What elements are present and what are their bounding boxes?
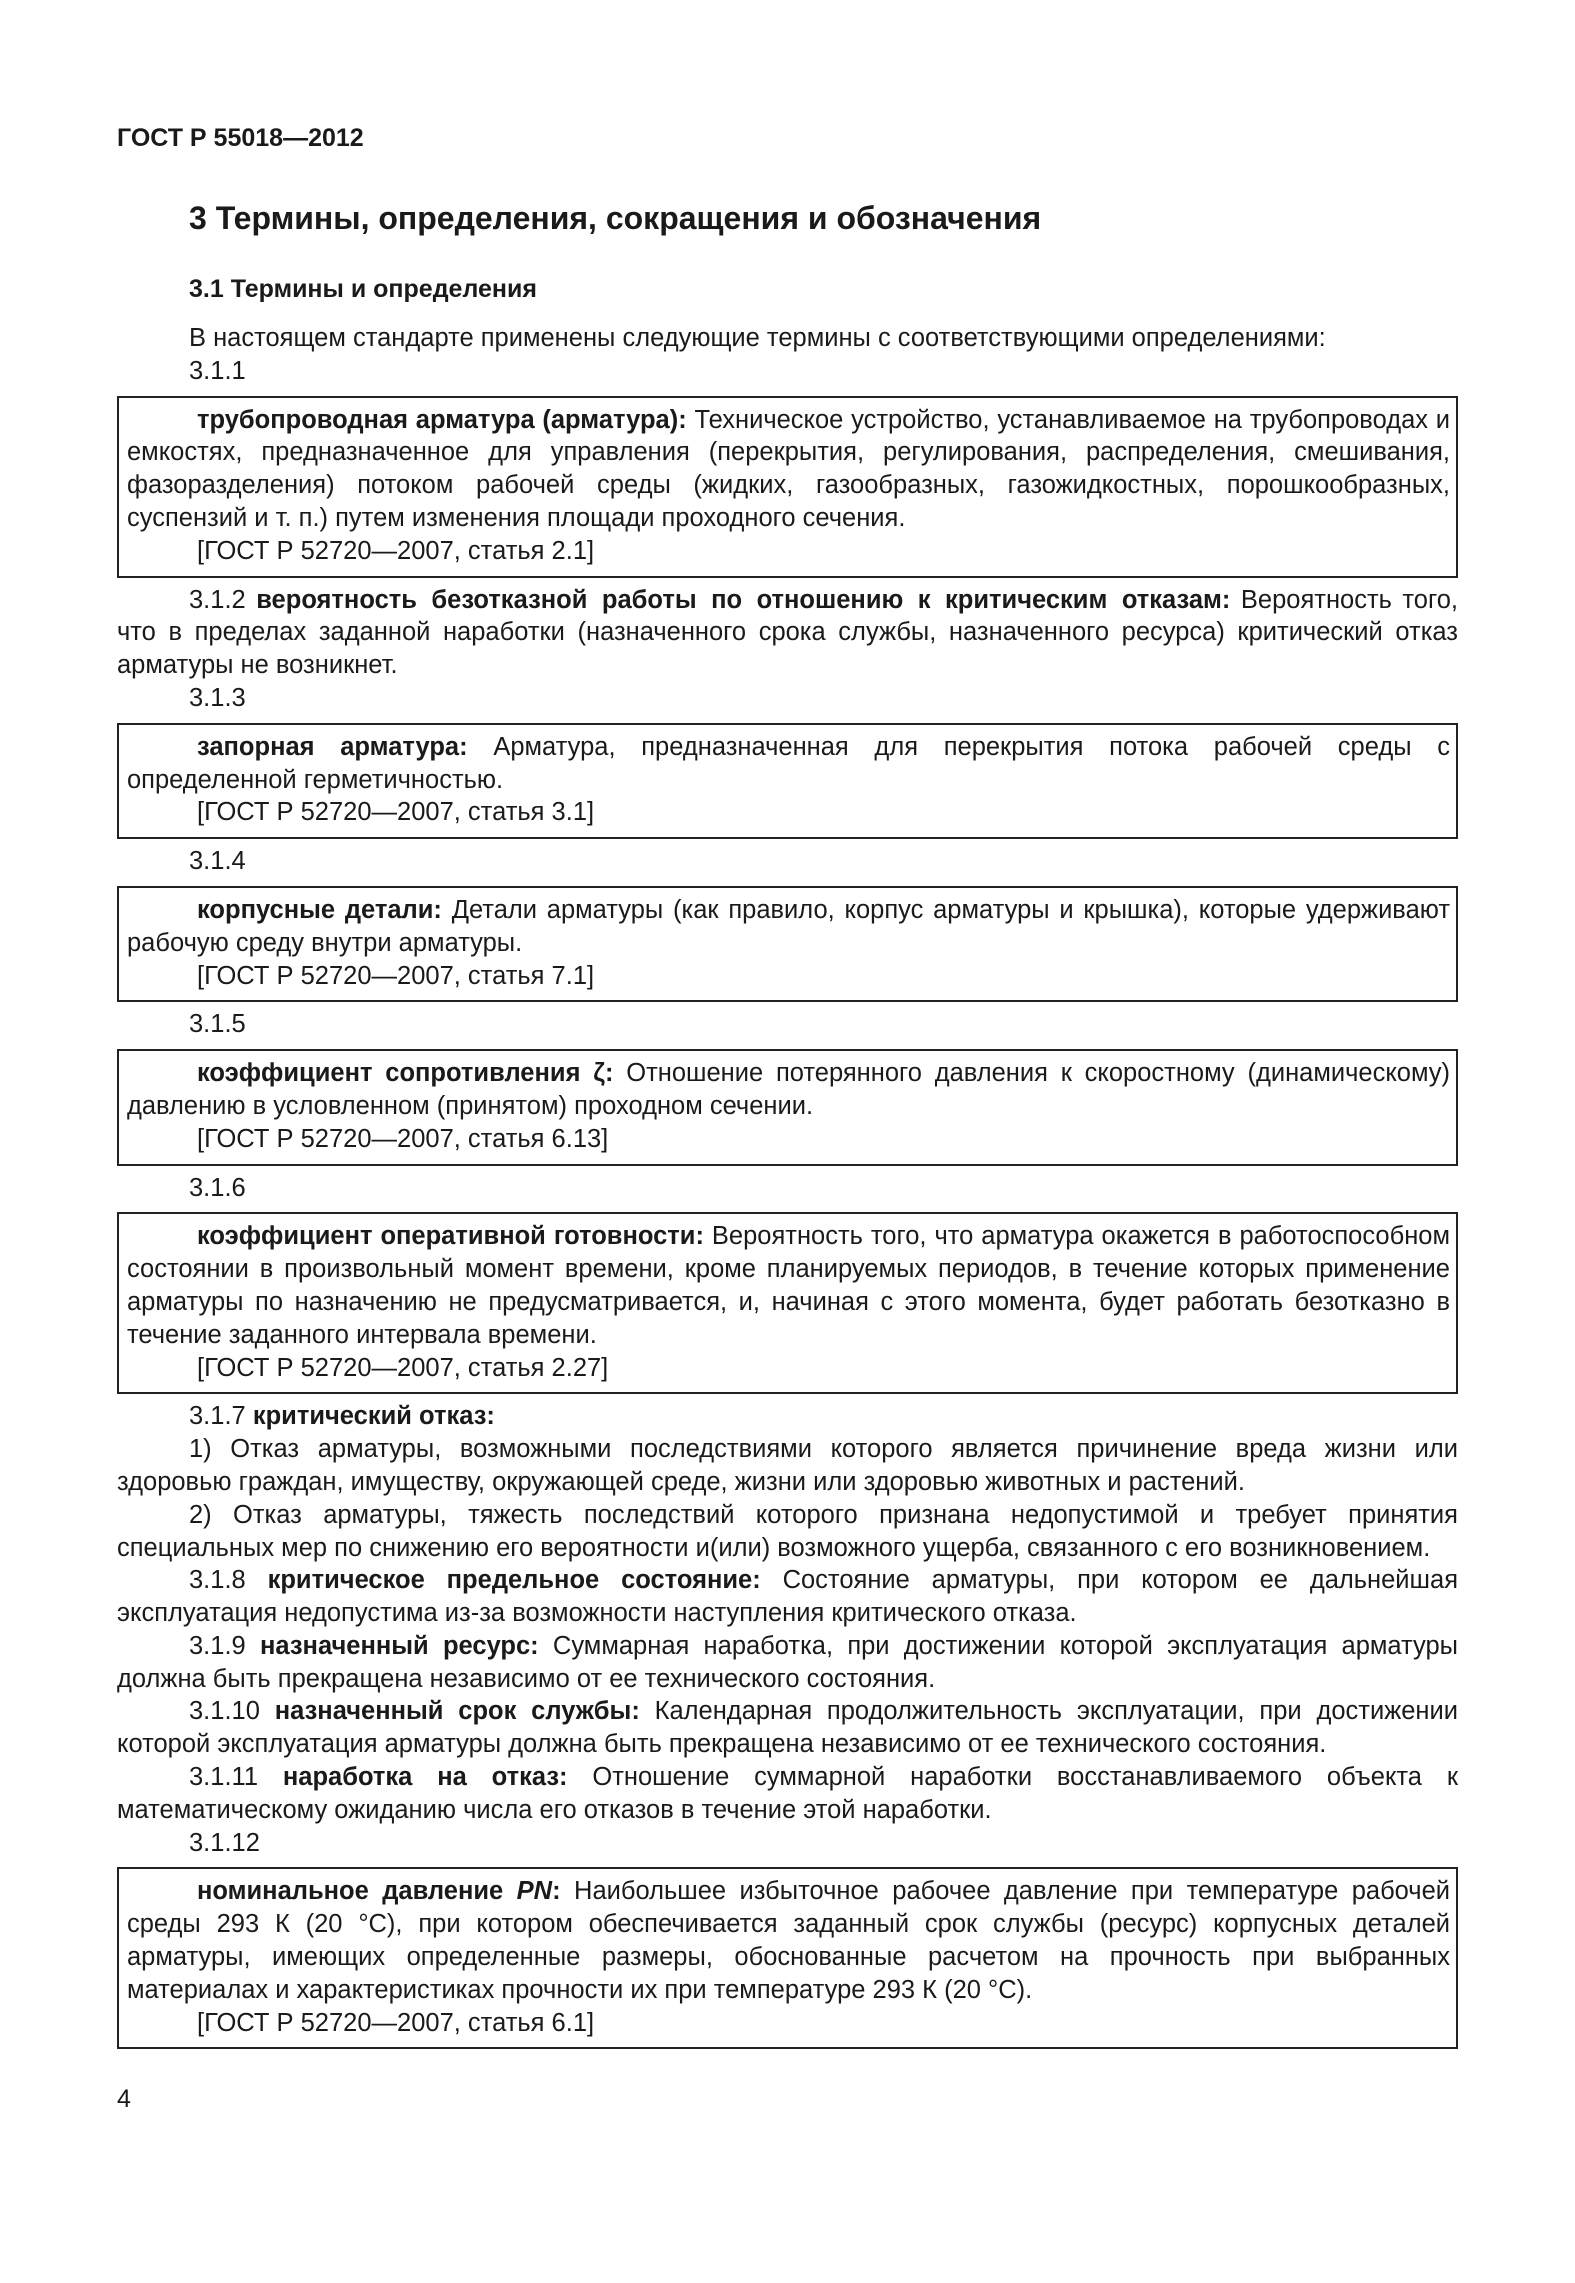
term-definition (127, 1220, 1450, 1351)
term-name: критический отказ: (252, 1402, 495, 1431)
term-box (117, 396, 1458, 578)
term-number: 3.1.7 (189, 1402, 246, 1431)
term-symbol: PN (516, 1877, 553, 1906)
term-reference: [ГОСТ Р 52720—2007, статья 2.27] (197, 1353, 609, 1382)
term-number: 3.1.11 (189, 1763, 259, 1792)
term-name: корпусные детали: (197, 895, 442, 924)
term-definition (127, 1875, 1450, 2006)
term-definition (117, 1695, 1458, 1761)
term-number: 3.1.12 (189, 1828, 260, 1857)
term-box (117, 886, 1458, 1002)
term-reference: [ГОСТ Р 52720—2007, статья 2.1] (197, 536, 595, 565)
term-reference: [ГОСТ Р 52720—2007, статья 6.13] (197, 1124, 609, 1153)
term-definition (117, 1630, 1458, 1696)
term-colon: : (552, 1877, 561, 1906)
term-number: 3.1.3 (189, 683, 246, 712)
term-definition (127, 404, 1450, 535)
section-title: 3 Термины, определения, сокращения и обозначения (189, 200, 1042, 236)
term-definition (117, 1564, 1458, 1630)
term-box (117, 723, 1458, 839)
term-definition (117, 1761, 1458, 1827)
term-number: 3.1.4 (189, 847, 246, 876)
term-box (117, 1049, 1458, 1165)
term-name: трубопроводная арматура (арматура): (197, 405, 687, 434)
terms-body (117, 322, 1458, 2055)
term-name: назначенный срок службы: (274, 1697, 640, 1726)
definition-text: Отношение потерянного давления к скоростному (динамическому) давлению в условленном (принятом) проходном сечении. (127, 1059, 1451, 1120)
definition-text: Календарная продолжительность эксплуатации, при достижении которой эксплуатация арматуры должна быть прекращена независимо от ее технического состояния. (117, 1697, 1459, 1759)
term-definition (117, 584, 1458, 682)
term-definition (127, 731, 1450, 797)
intro-text: В настоящем стандарте применены следующие термины с соответствующими определениями: (189, 324, 1326, 352)
definition-text: Техническое устройство, устанавливаемое на трубопроводах и емкостях, предназначенное для управления (перекрытия, регулирования, распределения, смешивания, фазоразделения) потоком рабочей среды (жидких, газообразных, газожидкостных, порошкообразных, суспензий и т. п.) путем изменения площади проходного сечения. (127, 405, 1451, 532)
term-box (117, 1867, 1458, 2049)
definition-text: Вероятность того, что арматура окажется в работоспособном состоянии в произвольный момент времени, кроме планируемых периодов, в течение которых применение арматуры по назначению не предусматривается, и, начиная с этого момента, будет работать безотказно в течение заданного интервала времени. (127, 1222, 1450, 1349)
definition-text: Наибольшее избыточное рабочее давление при температуре рабочей среды 293 К (20 °С), при котором обеспечивается заданный срок службы (ресурс) корпусных деталей арматуры, имеющих определенные размеры, обоснованные расчетом на прочность при выбранных материалах и характеристиках прочности их при температуре 293 К (20 °С). (127, 1877, 1451, 2004)
term-number: 3.1.5 (189, 1010, 246, 1039)
term-reference: [ГОСТ Р 52720—2007, статья 3.1] (197, 798, 595, 827)
term-name: коэффициент сопротивления ζ: (197, 1059, 614, 1088)
term-number: 3.1.1 (189, 356, 246, 385)
definition-text: Суммарная наработка, при достижении которой эксплуатация арматуры должна быть прекращена независимо от ее технического состояния. (117, 1631, 1458, 1693)
term-number: 3.1.8 (189, 1566, 246, 1595)
term-name-text: номинальное давление (197, 1877, 517, 1906)
term-number: 3.1.6 (189, 1173, 246, 1202)
term-definition (127, 1057, 1450, 1123)
subsection-title: 3.1 Термины и определения (189, 275, 537, 303)
term-number: 3.1.9 (189, 1631, 246, 1660)
term-definition (117, 1400, 1458, 1433)
definition-text: Состояние арматуры, при котором ее дальнейшая эксплуатация недопустима из-за возможности наступления критического отказа. (117, 1566, 1458, 1628)
term-reference: [ГОСТ Р 52720—2007, статья 7.1] (197, 961, 595, 990)
term-name: запорная арматура: (197, 732, 468, 761)
term-reference: [ГОСТ Р 52720—2007, статья 6.1] (197, 2008, 595, 2037)
term-name: вероятность безотказной работы по отношению к критическим отказам: (256, 585, 1231, 614)
term-name: назначенный ресурс: (259, 1631, 539, 1660)
document-header: ГОСТ Р 55018—2012 (117, 124, 364, 152)
term-name: критическое предельное состояние: (267, 1566, 761, 1595)
term-number: 3.1.10 (189, 1697, 260, 1726)
term-name: коэффициент оперативной готовности: (197, 1222, 704, 1251)
term-name: наработка на отказ: (282, 1763, 568, 1792)
term-list-item: 1) Отказ арматуры, возможными последствиями которого является причинение вреда жизни или здоровью граждан, имуществу, окружающей среде, жизни или здоровью животных и растений. (117, 1435, 1458, 1496)
term-list-item: 2) Отказ арматуры, тяжесть последствий которого признана недопустимой и требует принятия специальных мер по снижению его вероятности и(или) возможного ущерба, связанного с его возникновением. (117, 1500, 1458, 1562)
page-number: 4 (117, 2085, 131, 2113)
definition-text: Детали арматуры (как правило, корпус арматуры и крышка), которые удерживают рабочую среду внутри арматуры. (127, 895, 1450, 957)
definition-text: Арматура, предназначенная для перекрытия потока рабочей среды с определенной герметичностью. (127, 732, 1451, 794)
term-number: 3.1.2 (189, 585, 246, 614)
definition-text: Отношение суммарной наработки восстанавливаемого объекта к математическому ожиданию числа его отказов в течение этой наработки. (117, 1763, 1458, 1824)
term-definition (127, 894, 1450, 960)
term-box (117, 1212, 1458, 1394)
term-name (197, 1877, 561, 1905)
definition-text: Вероятность того, что в пределах заданной наработки (назначенного срока службы, назначенного ресурса) критический отказ арматуры не возникнет. (117, 585, 1458, 680)
